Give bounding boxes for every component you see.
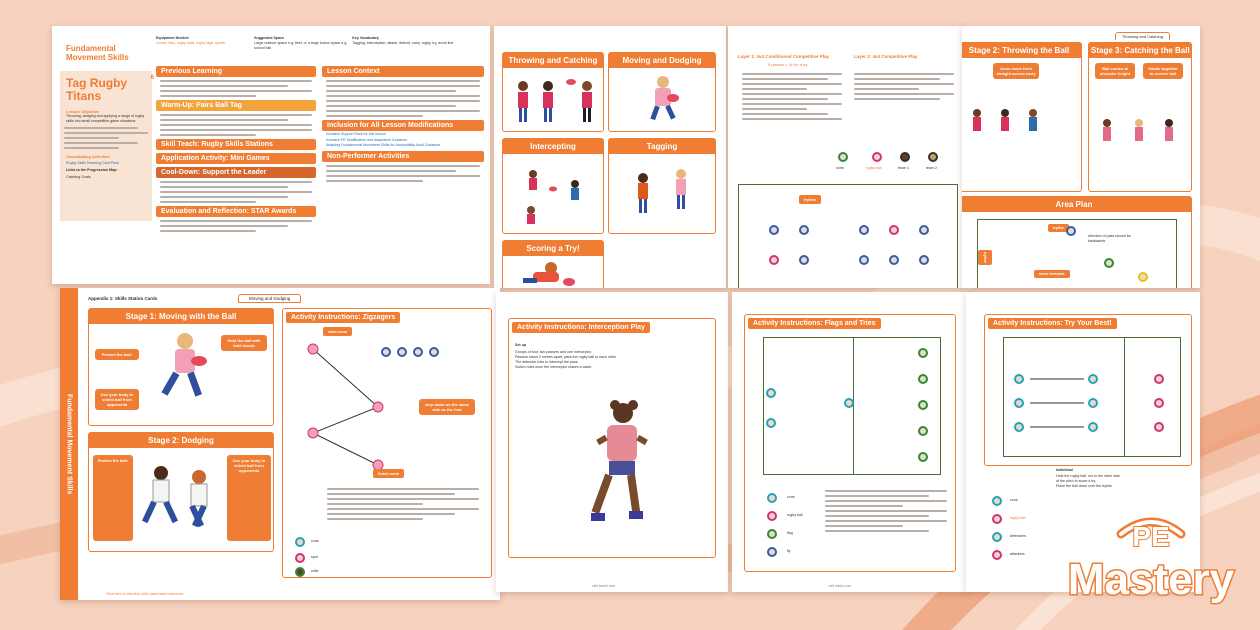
shield-ball-note: Use your body to shield ball from opponents — [95, 389, 139, 410]
area-plan-box — [962, 196, 1192, 288]
area-direction-note: direction of pass should be backwards — [1088, 234, 1131, 243]
catching-stages-illustration — [1089, 113, 1189, 183]
links-value: Catching Goals — [66, 175, 91, 179]
interception-bullet-2: Passers stand 2 metres apart, pass the rugby ball to each other. — [515, 355, 617, 359]
player-marker — [766, 388, 776, 398]
lesson-plan-page — [52, 26, 490, 284]
links-heading: Links to the Progression Map: — [66, 168, 118, 172]
flags-legend-cone-icon — [767, 493, 777, 503]
interception-footer: visit twinkl.com — [592, 584, 616, 588]
setup-heading: Set up — [515, 343, 526, 347]
layer-lines — [738, 70, 846, 123]
legend-team1-icon — [900, 152, 910, 162]
hold-ball-note: Hold the ball with both hands — [221, 335, 267, 351]
try-pitch — [1003, 337, 1181, 457]
interception-title: Activity Instructions: Interception Play — [512, 322, 650, 333]
section-previous-learning: Previous Learning — [156, 66, 316, 77]
try-individual-heading: Individual — [1056, 468, 1073, 472]
player-marker — [859, 225, 869, 235]
coord-heading: Coordinating Activities — [66, 154, 110, 159]
card-throwing — [502, 52, 604, 132]
space-label: Suggested Space — [254, 36, 285, 40]
space-value: Large outdoor space e.g. field, or a large indoor space e.g. school hall — [254, 41, 348, 50]
section-lines — [156, 181, 316, 203]
child-marker — [413, 347, 423, 357]
layer1-heading: Layer 1: 4v4 Conditioned Competitive Play — [738, 54, 830, 59]
try-note-1: Hold the rugby ball, run to the other side — [1056, 474, 1120, 478]
inclusion-link-3[interactable]: Adapting Fundamental Movement Skills for Accessibility Adult Guidance — [326, 143, 441, 147]
layer2-heading: Layer 2: 4v4 Competitive Play — [854, 54, 918, 59]
section-evaluation: Evaluation and Reflection: STAR Awards — [156, 206, 316, 217]
stage3-note-1: Ball comes at shoulder height — [1095, 63, 1135, 79]
legend-cone-icon — [838, 152, 848, 162]
try-title: Activity Instructions: Try Your Best! — [988, 318, 1117, 329]
legend-team2-label: team 2 — [926, 166, 937, 170]
zigzag-diagram-box — [282, 308, 492, 578]
card-intercepting — [502, 138, 604, 234]
flags-title: Activity Instructions: Flags and Tries — [748, 318, 881, 329]
card-scoring — [502, 240, 604, 288]
unit-title: Fundamental Movement Skills — [66, 44, 129, 62]
player-marker — [919, 225, 929, 235]
area-move-label: move forwards — [1034, 270, 1070, 278]
zigzag-title: Activity Instructions: Zigzagers — [286, 312, 400, 323]
section-skill-teach: Skill Teach: Rugby Skills Stations — [156, 139, 316, 150]
stage3-note-2: Hands together to receive ball — [1143, 63, 1183, 79]
player-marker — [844, 398, 854, 408]
objective-heading: Lesson Objective — [66, 109, 100, 114]
stages-tab: Throwing and Catching — [1115, 32, 1170, 40]
appendix-header: Appendix 1: Skills Station Cards — [88, 296, 158, 301]
flags-page — [732, 292, 968, 592]
lesson-title: Tag Rugby Titans — [66, 76, 128, 103]
moving-kid-illustration — [609, 68, 715, 128]
skill-cards-page — [494, 26, 726, 288]
flags-legend-fly-icon — [767, 547, 777, 557]
key-spot-label: spot — [311, 555, 318, 559]
flags-legend-ball-icon — [767, 511, 777, 521]
section-cool-down: Cool-Down: Support the Leader — [156, 167, 316, 178]
player-marker — [1104, 258, 1114, 268]
child-marker — [381, 347, 391, 357]
zigzag-note: step down on the same side as the foot — [419, 399, 475, 415]
interception-box — [508, 318, 716, 558]
player-marker — [799, 225, 809, 235]
try-legend-attackers-icon — [992, 550, 1002, 560]
card-intercepting-title: Intercepting — [503, 139, 603, 154]
interception-bullet-4: Switch roles once the interceptor makes a catch. — [515, 365, 593, 369]
zigzag-instructions — [323, 485, 483, 523]
try-legend-attackers: attackers — [1010, 552, 1025, 556]
layer-lines — [850, 70, 958, 103]
legend-team2-icon — [928, 152, 938, 162]
pitch-tryline-label: tryline — [799, 195, 821, 204]
try-legend-cone: cone — [1010, 498, 1018, 502]
player-marker — [889, 255, 899, 265]
child-marker — [397, 347, 407, 357]
legend-team1-label: team 1 — [898, 166, 909, 170]
objective-text: Throwing, dodging and applying a range of rugby skills into small competitive game situations. — [66, 114, 145, 123]
dodging-kids-illustration — [137, 457, 227, 547]
section-lines — [156, 220, 316, 232]
try-legend-ball-icon — [992, 514, 1002, 524]
stage2-box — [962, 42, 1082, 192]
stage1-box — [88, 308, 274, 426]
card-tagging-title: Tagging — [609, 139, 715, 154]
legend-ball-label: rugby ball — [866, 166, 882, 170]
finish-cone-label: finish cone — [373, 469, 404, 478]
try-legend-cone-icon — [992, 496, 1002, 506]
player-marker — [859, 255, 869, 265]
key-spot-icon — [295, 553, 305, 563]
tagging-illustration — [609, 154, 715, 230]
try-arrows — [1004, 338, 1182, 458]
section-warm-up: Warm-Up: Pairs Ball Tag — [156, 100, 316, 111]
try-legend-ball: rugby ball — [1010, 516, 1026, 520]
key-cone-label: cone — [311, 539, 319, 543]
dodging-note-right: Use your body to shield ball from opponents — [227, 455, 271, 541]
flags-legend-flag: flag — [787, 531, 793, 535]
section-application: Application Activity: Mini Games — [156, 153, 316, 164]
pitch-diagram — [738, 184, 958, 288]
vocab-label: Key Vocabulary — [352, 36, 379, 40]
section-lines — [156, 114, 316, 136]
flags-legend-fly: fly — [787, 549, 791, 553]
interception-girl-illustration — [553, 395, 673, 545]
stage3-box — [1088, 42, 1192, 192]
scoring-illustration — [503, 256, 603, 288]
logo-pe-text: PE — [1132, 521, 1170, 552]
player-marker — [918, 426, 928, 436]
key-child-icon — [295, 567, 305, 577]
dodging-title: Stage 2: Dodging — [89, 433, 273, 448]
stages-page — [962, 26, 1200, 288]
running-girl-illustration — [147, 327, 217, 417]
card-scoring-title: Scoring a Try! — [503, 241, 603, 256]
flags-legend-ball: rugby ball — [787, 513, 803, 517]
stage2-dodging-box — [88, 432, 274, 552]
player-marker — [1066, 226, 1076, 236]
intercepting-illustration — [503, 154, 603, 230]
stage2-note: Arms move from straight across body — [993, 63, 1039, 79]
stage2-title: Stage 2: Throwing the Ball — [962, 43, 1081, 58]
lesson-number: 6 — [150, 75, 154, 81]
flags-legend-flag-icon — [767, 529, 777, 539]
player-marker — [889, 225, 899, 235]
try-note-3: Place the ball down over the tryline. — [1056, 484, 1113, 488]
throwing-stages-illustration — [962, 103, 1077, 173]
pe-mastery-logo — [1063, 500, 1238, 610]
try-legend-defenders-icon — [992, 532, 1002, 542]
flags-legend-cone: cone — [787, 495, 795, 499]
section-lines — [156, 80, 316, 97]
vertical-sidebar — [60, 288, 78, 600]
card-moving — [608, 52, 716, 132]
try-note-2: of the pitch to score a try. — [1056, 479, 1097, 483]
player-marker — [766, 418, 776, 428]
coord-link[interactable]: Rugby Skills Teaching Card Pack — [66, 161, 119, 165]
interception-bullet-1: Groups of four, two passers and one interceptor. — [515, 350, 592, 354]
inclusion-link-1[interactable]: Inclusive Support Pack for this lesson — [326, 132, 386, 136]
competitive-play-page — [728, 26, 964, 288]
logo-mastery-text: Mastery — [1067, 555, 1235, 604]
layer1-subheading: 5 passes = 4v for a try — [768, 62, 808, 67]
player-marker — [1138, 272, 1148, 282]
player-marker — [918, 374, 928, 384]
card-throwing-title: Throwing and Catching — [503, 53, 603, 68]
equipment-label: Equipment Needed — [156, 36, 189, 40]
player-marker — [918, 348, 928, 358]
section-lines — [322, 165, 484, 182]
card-moving-title: Moving and Dodging — [609, 53, 715, 68]
section-inclusion: Inclusion for All Lesson Modifications — [322, 120, 484, 131]
legend-ball-icon — [872, 152, 882, 162]
area-plan-title: Area Plan — [962, 197, 1191, 212]
flags-pitch — [763, 337, 941, 475]
interception-page — [496, 292, 728, 592]
equipment-value: Cones, bibs, rugby balls, rugby tags, sports — [156, 41, 225, 45]
section-lesson-context: Lesson Context — [322, 66, 484, 77]
sidebar-title: Fundamental Movement Skills — [65, 393, 73, 495]
player-marker — [919, 255, 929, 265]
area-tryline-top: tryline — [1048, 224, 1069, 232]
stage3-title: Stage 3: Catching the Ball — [1089, 43, 1191, 58]
player-marker — [918, 452, 928, 462]
flags-box — [744, 314, 956, 572]
section-non-performer: Non-Performer Activities — [322, 151, 484, 162]
area-tryline-left: tryline — [978, 250, 992, 265]
moving-dodging-page — [60, 288, 500, 600]
moving-footer-link[interactable]: Click here to view this unit's associated resources. — [106, 592, 184, 596]
flags-instructions — [821, 487, 951, 535]
player-marker — [918, 400, 928, 410]
player-marker — [769, 255, 779, 265]
dodging-note: Protect the ball: — [93, 455, 133, 541]
key-child-label: child — [311, 569, 319, 573]
try-box — [984, 314, 1192, 466]
legend-cone-label: cone — [836, 166, 844, 170]
protect-ball-note: Protect the ball: — [95, 349, 139, 360]
inclusion-link-2[interactable]: Inclusive PE Modification and Adaptation Guidance — [326, 138, 408, 142]
flags-footer: visit twinkl.com — [828, 584, 852, 588]
child-marker — [429, 347, 439, 357]
objective-lines — [60, 127, 152, 149]
vocab-value: Tagging, interception, attack, defend, carry, rugby, try, avoid line — [352, 41, 454, 45]
section-lines — [322, 80, 484, 117]
plan-header-strip — [156, 36, 484, 62]
area-plan-field — [977, 219, 1177, 288]
stage1-title: Stage 1: Moving with the Ball — [89, 309, 273, 324]
throwing-kids-illustration — [503, 68, 603, 128]
player-marker — [799, 255, 809, 265]
start-cone-label: start cone — [323, 327, 352, 336]
try-legend-defenders: defenders — [1010, 534, 1026, 538]
moving-tab: Moving and Dodging — [238, 294, 301, 303]
player-marker — [769, 225, 779, 235]
key-cone-icon — [295, 537, 305, 547]
card-tagging — [608, 138, 716, 234]
interception-bullet-3: The defender tries to intercept the pass. — [515, 360, 579, 364]
